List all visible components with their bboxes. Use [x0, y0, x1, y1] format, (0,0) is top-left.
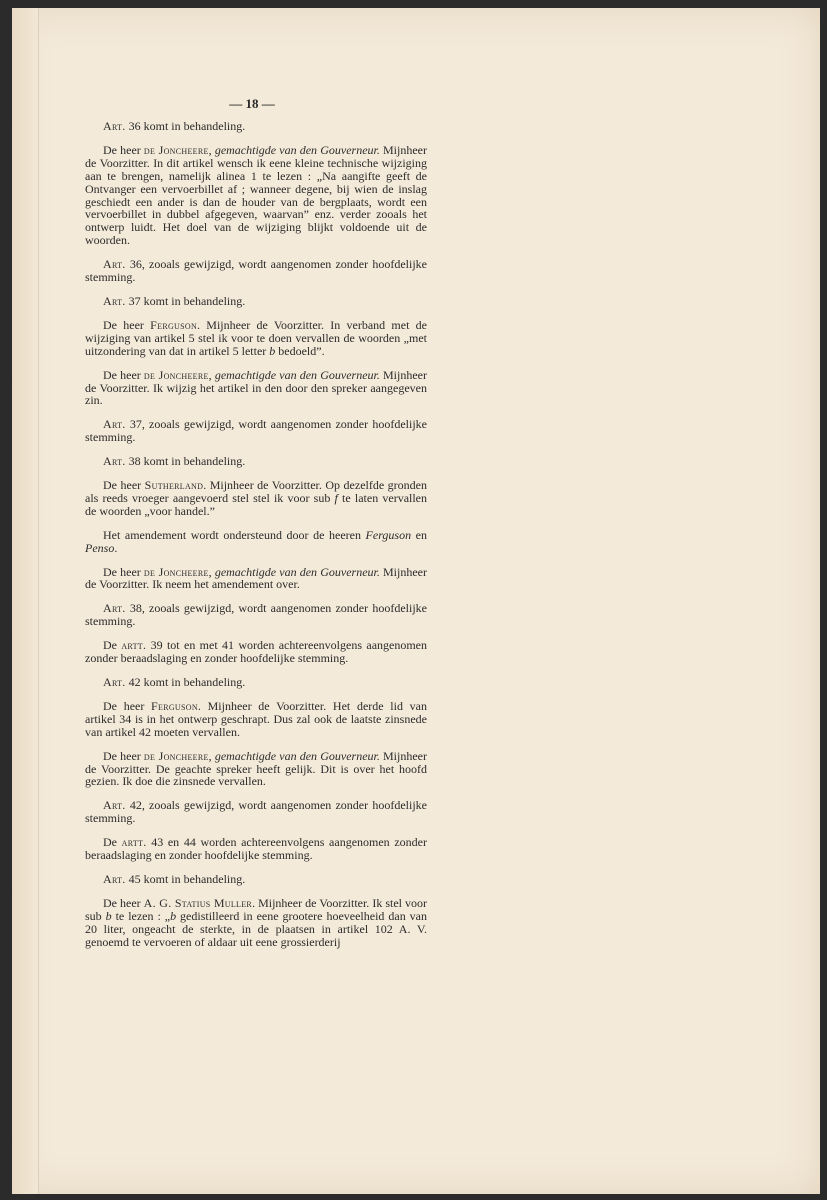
paragraph: De artt. 39 tot en met 41 worden achtereenvolgens aangenomen zonder beraadslaging en zonder hoofdelijke stemming.	[85, 638, 428, 666]
paragraph: De heer Ferguson. Mijnheer de Voorzitter. In verband met de wijziging van artikel 5 stel ik voor te doen vervallen de woorden „met uitzondering van dat in artikel 5 letter b bedoeld”.	[85, 317, 428, 358]
paragraph: Art. 38 komt in behandeling.	[103, 454, 246, 469]
paragraph: Art. 38, zooals gewijzigd, wordt aangenomen zonder hoofdelijke stemming.	[85, 601, 427, 629]
paragraph: Art. 36, zooals gewijzigd, wordt aangenomen zonder hoofdelijke stemming.	[85, 257, 427, 285]
paragraph: Art. 42, zooals gewijzigd, wordt aangenomen zonder hoofdelijke stemming.	[85, 798, 427, 826]
page-fold	[12, 8, 39, 1194]
paragraph: Art. 37 komt in behandeling.	[103, 293, 246, 308]
paragraph: De artt. 43 en 44 worden achtereenvolgens aangenomen zonder beraadslaging en zonder hoofdelijke stemming.	[85, 835, 427, 863]
paragraph: Art. 45 komt in behandeling.	[103, 871, 246, 886]
paragraph: De heer Ferguson. Mijnheer de Voorzitter. Het derde lid van artikel 34 is in het ontwerp geschrapt. Dus zal ook de laatste zinsnede van artikel 42 moeten vervallen.	[85, 698, 427, 739]
paragraph: De heer de Joncheere, gemachtigde van den Gouverneur. Mijnheer de Voorzitter. Ik wijzig het artikel in den door den spreker aangegeven zin.	[85, 367, 427, 408]
paragraph: Art. 37, zooals gewijzigd, wordt aangenomen zonder hoofdelijke stemming.	[85, 417, 427, 445]
paragraph: De heer de Joncheere, gemachtigde van den Gouverneur. Mijnheer de Voorzitter. Ik neem het amendement over.	[85, 564, 427, 592]
paragraph: Art. 42 komt in behandeling.	[103, 675, 246, 689]
paragraph: De heer A. G. Statius Muller. Mijnheer de Voorzitter. Ik stel voor sub b te lezen : „b gedistilleerd in eene grootere hoeveelheid dan van 20 liter, ongeacht de sterkte, in de plaatsen in artikel 102 A. V. genoemd te vervoeren of aldaar uit eene grossierderij	[85, 895, 428, 949]
paragraph: De heer Sutherland. Mijnheer de Voorzitter. Op dezelfde gronden als reeds vroeger aangevoerd stel stel ik voor sub f te laten vervallen de woorden „voor handel.”	[85, 478, 428, 518]
text-column	[85, 120, 427, 960]
page-number: — 18 —	[229, 96, 275, 111]
paragraph: De heer de Joncheere, gemachtigde van den Gouverneur. Mijnheer de Voorzitter. In dit artikel wensch ik eene kleine technische wijziging aan te brengen, namelijk alinea 1 te lezen : „Na aangifte geeft de Ontvanger een vervoerbillet af ; wanneer degene, bij wien de inslag geschiedt een ander is dan de houder van de bergplaats, wordt een vervoerbillet in dubbel afgegeven, waarvan” enz. verder zooals het ontwerp luidt. Het doel van de wijziging blijkt voldoende uit de woorden.	[85, 142, 427, 248]
paragraph: Art. 36 komt in behandeling.	[103, 119, 246, 133]
paragraph: De heer de Joncheere, gemachtigde van den Gouverneur. Mijnheer de Voorzitter. De geachte spreker heeft gelijk. Dit is over het hoofd gezien. Ik doe die zinsnede vervallen.	[85, 748, 427, 789]
document-page	[12, 8, 820, 1194]
paragraph: Het amendement wordt ondersteund door de heeren Ferguson en Penso.	[85, 527, 428, 555]
